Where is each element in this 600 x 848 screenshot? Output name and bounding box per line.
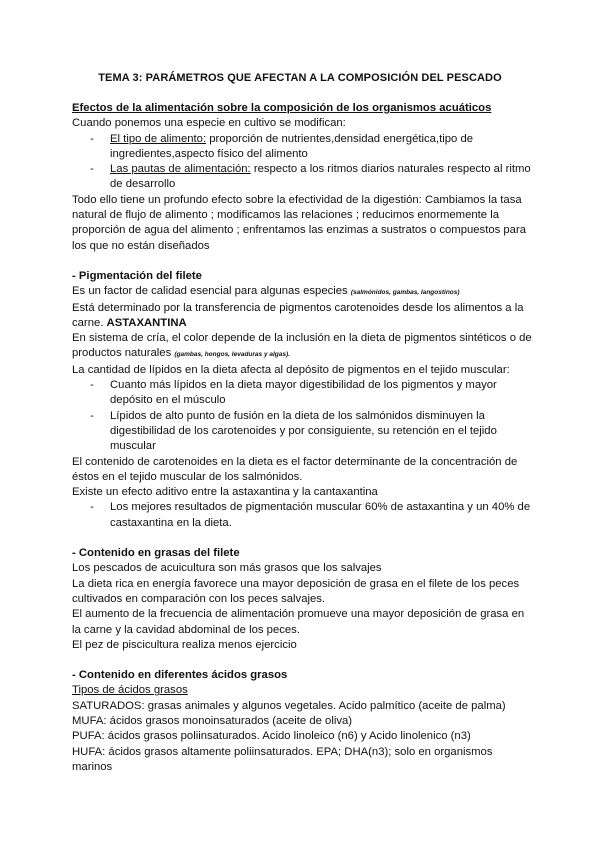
paragraph-note: (salmónidos, gambas, langostinos) [350,289,460,297]
paragraph-note: (gambas, hongos, levaduras y algas). [174,351,290,359]
paragraph-text: Está determinado por la transferencia de pigmentos carotenoides desde los alimentos a la carne. [72,301,524,329]
paragraph: PUFA: ácidos grasos poliinsaturados. Acido linoleico (n6) y Acido linolenico (n3) [72,730,471,743]
section-heading-acidos-grasos: - Contenido en diferentes ácidos grasos [72,669,288,682]
highlight-term: ASTAXANTINA [106,316,187,329]
paragraph [72,331,532,363]
paragraph: SATURADOS: grasas animales y algunos vegetales. Acido palmítico (aceite de palma) [72,699,506,712]
paragraph-text: Es un factor de calidad esencial para algunas especies [72,285,351,298]
bullet-list [72,378,532,454]
paragraph: El contenido de carotenoides en la dieta es el factor determinante de la concentración de éstos en el tejido muscular de los salmónidos. [72,455,518,483]
paragraph: Los pescados de acuicultura son más grasos que los salvajes [72,562,382,575]
subheading: Tipos de ácidos grasos [72,684,188,697]
list-item-label: El tipo de alimento: [110,132,207,145]
list-item-text: respecto a los ritmos diarios naturales respecto al ritmo de desarrollo [110,163,531,191]
list-item: - Cuanto más lípidos en la dieta mayor digestibilidad de los pigmentos y mayor depósito en el músculo [110,378,532,409]
document-title: TEMA 3: PARÁMETROS QUE AFECTAN A LA COMPOSICIÓN DEL PESCADO [98,72,502,84]
paragraph: La cantidad de lípidos en la dieta afecta al depósito de pigmentos en el tejido muscular: [72,363,510,376]
paragraph: El aumento de la frecuencia de alimentación promueve una mayor deposición de grasa en la carne y la cavidad abdominal de los peces. [72,608,525,636]
paragraph-text: En sistema de cría, el color depende de la inclusión en la dieta de pigmentos sintéticos o de productos naturales [72,332,532,360]
paragraph [72,284,532,300]
list-item [110,162,532,193]
paragraph: MUFA: ácidos grasos monoinsaturados (aceite de oliva) [72,714,353,727]
paragraph [72,301,532,332]
list-item-text: proporción de nutrientes,densidad energética,tipo de ingredientes,aspecto físico del alimento [110,132,474,160]
paragraph: El pez de piscicultura realiza menos ejercicio [72,638,297,651]
list-item-label: Las pautas de alimentación: [110,163,251,176]
paragraph: La dieta rica en energía favorece una mayor deposición de grasa en el filete de los peces cultivados en comparación con los peces salvajes. [72,577,520,605]
bullet-list [72,132,532,193]
list-item [110,132,532,163]
list-item: - Lípidos de alto punto de fusión en la dieta de los salmónidos disminuyen la digestibilidad de los carotenoides y por consiguiente, su retención en el tejido muscular [110,409,532,455]
paragraph: Cuando ponemos una especie en cultivo se modifican: [72,117,346,130]
paragraph: Todo ello tiene un profundo efecto sobre la efectividad de la digestión: Cambiamos la tasa natural de flujo de alimento ; modificamos las relaciones ; reducimos enormemente la proporción de agua del alimento ; enfrentamos las enzimas a sustratos o compuestos para los que no están diseñados [72,193,527,252]
list-item: - Los mejores resultados de pigmentación muscular 60% de astaxantina y un 40% de castaxantina en la dieta. [110,500,532,531]
paragraph: HUFA: ácidos grasos altamente poliinsaturados. EPA; DHA(n3); solo en organismos marinos [72,745,493,773]
section-heading-alimentacion: Efectos de la alimentación sobre la composición de los organismos acuáticos [72,102,492,114]
paragraph: Existe un efecto aditivo entre la astaxantina y la cantaxantina [72,486,378,499]
bullet-list [72,500,532,531]
section-heading-pigmentacion: - Pigmentación del filete [72,269,202,282]
document-body [72,101,532,775]
section-heading-grasas: - Contenido en grasas del filete [72,547,240,560]
